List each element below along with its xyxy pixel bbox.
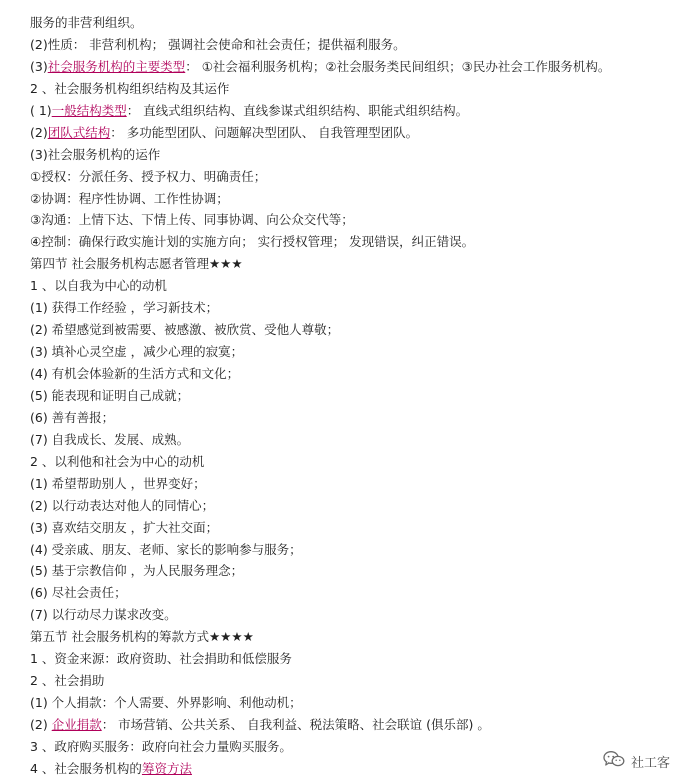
underlined-term[interactable]: 一般结构类型 <box>51 102 127 118</box>
line-text: 第四节 社会服务机构志愿者管理★★★ <box>30 256 243 272</box>
text-line <box>30 736 680 758</box>
text-line <box>30 407 680 429</box>
line-text: (6) 善有善报； <box>30 409 115 425</box>
text-line <box>30 144 680 166</box>
text-line <box>30 714 680 736</box>
line-text: (1) 个人捐款：个人需要、外界影响、利他动机； <box>30 695 302 711</box>
text-line <box>30 319 680 341</box>
text-line <box>30 495 680 517</box>
text-line <box>30 34 680 56</box>
line-text: (3) 填补心灵空虚 ，减少心理的寂寞； <box>30 344 244 360</box>
line-text: ③沟通：上情下达、下情上传、同事协调、向公众交代等； <box>30 212 354 228</box>
line-text: (2) <box>30 124 48 140</box>
text-line <box>30 758 680 780</box>
document-body <box>30 12 680 780</box>
line-text: 3 、政府购买服务：政府向社会力量购买服务。 <box>30 738 292 754</box>
underlined-term[interactable]: 团队式结构 <box>47 124 111 140</box>
line-text: 1 、以自我为中心的动机 <box>30 278 167 294</box>
text-line <box>30 560 680 582</box>
line-text: ④控制：确保行政实施计划的实施方向； 实行授权管理； 发现错误，纠正错误。 <box>30 234 475 250</box>
text-line <box>30 517 680 539</box>
text-line <box>30 12 680 34</box>
line-text: (2) 希望感觉到被需要、被感激、被欣赏、受他人尊敬； <box>30 322 340 338</box>
line-text: 4 、社会服务机构的 <box>30 760 142 776</box>
underlined-term[interactable]: 社会服务机构的主要类型 <box>47 58 186 74</box>
line-text: 第五节 社会服务机构的筹款方式★★★★ <box>30 629 254 645</box>
text-line <box>30 275 680 297</box>
text-line <box>30 122 680 144</box>
line-text: (6) 尽社会责任； <box>30 585 127 601</box>
line-text: (3) 喜欢结交朋友 ，扩大社交面； <box>30 519 219 535</box>
text-line <box>30 166 680 188</box>
line-text: (3)社会服务机构的运作 <box>30 146 161 162</box>
line-text: (1) 希望帮助别人 ，世界变好； <box>30 475 206 491</box>
text-line <box>30 78 680 100</box>
text-line <box>30 429 680 451</box>
text-line <box>30 100 680 122</box>
underlined-term[interactable]: 筹资方法 <box>141 760 192 776</box>
watermark <box>603 750 670 772</box>
text-line <box>30 341 680 363</box>
line-text: (7) 自我成长、发展、成熟。 <box>30 431 190 447</box>
line-text: (1) 获得工作经验 ，学习新技术； <box>30 300 219 316</box>
watermark-label: 社工客 <box>630 755 670 771</box>
text-line <box>30 363 680 385</box>
line-text: (3) <box>30 58 48 74</box>
text-line <box>30 648 680 670</box>
line-text: 1 、资金来源：政府资助、社会捐助和低偿服务 <box>30 651 292 667</box>
text-line <box>30 626 680 648</box>
text-line <box>30 670 680 692</box>
line-text: ： 市场营销、公共关系、 自我利益、税法策略、社会联谊 (俱乐部) 。 <box>101 717 490 732</box>
wechat-icon <box>603 750 625 772</box>
text-line <box>30 539 680 561</box>
text-line <box>30 451 680 473</box>
line-text: 2 、以利他和社会为中心的动机 <box>30 453 205 469</box>
line-text: 服务的非营利组织。 <box>30 15 143 30</box>
text-line <box>30 253 680 275</box>
text-line <box>30 582 680 604</box>
line-text: (2) 以行动表达对他人的同情心； <box>30 497 215 513</box>
text-line <box>30 209 680 231</box>
text-line <box>30 692 680 714</box>
underlined-term[interactable]: 企业捐款 <box>51 717 102 732</box>
line-text: 2 、社会捐助 <box>30 673 105 689</box>
text-line <box>30 231 680 253</box>
text-line <box>30 385 680 407</box>
line-text: 2 、社会服务机构组织结构及其运作 <box>30 80 230 96</box>
text-line <box>30 188 680 210</box>
text-line <box>30 604 680 626</box>
line-text: (5) 基于宗教信仰 ，为人民服务理念； <box>30 563 244 579</box>
text-line <box>30 473 680 495</box>
line-text: ②协调：程序性协调、工作性协调； <box>30 190 229 206</box>
line-text: (4) 受亲戚、朋友、老师、家长的影响参与服务； <box>30 541 302 557</box>
text-line <box>30 297 680 319</box>
line-text: ： 多功能型团队、问题解决型团队、 自我管理型团队。 <box>110 124 419 140</box>
line-text: ( 1) <box>30 102 52 118</box>
line-text: (2) <box>30 717 52 732</box>
line-text: (5) 能表现和证明自己成就； <box>30 387 190 403</box>
text-line <box>30 56 680 78</box>
line-text: (4) 有机会体验新的生活方式和文化； <box>30 366 240 381</box>
line-text: (7) 以行动尽力谋求改变。 <box>30 607 177 623</box>
line-text: ： ①社会福利服务机构；②社会服务类民间组织；③民办社会工作服务机构。 <box>185 58 611 74</box>
line-text: ： 直线式组织结构、直线参谋式组织结构、职能式组织结构。 <box>126 102 469 118</box>
line-text: (2)性质： 非营利机构； 强调社会使命和社会责任；提供福利服务。 <box>30 36 406 52</box>
line-text: ①授权：分派任务、授予权力、明确责任； <box>30 168 267 184</box>
